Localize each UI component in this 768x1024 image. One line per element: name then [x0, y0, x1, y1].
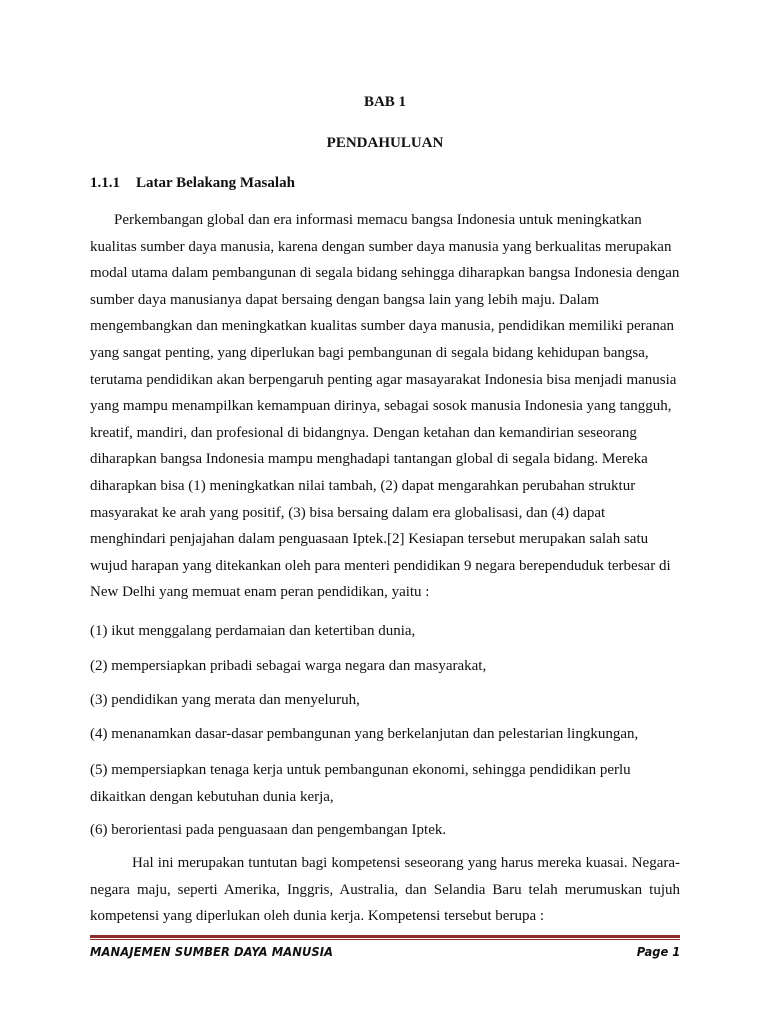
footer-title: MANAJEMEN SUMBER DAYA MANUSIA [90, 944, 334, 959]
role-item-6: (6) berorientasi pada penguasaan dan pengembangan Iptek. [90, 822, 447, 838]
role-item-5: (5) mempersiapkan tenaga kerja untuk pembangunan ekonomi, sehingga pendidikan perlu dikaitkan dengan kebutuhan dunia kerja, [90, 762, 631, 805]
section-title: Latar Belakang Masalah [136, 175, 295, 191]
chapter-title: PENDAHULUAN [326, 135, 444, 151]
role-item-3: (3) pendidikan yang merata dan menyeluruh, [90, 692, 360, 708]
closing-paragraph: Hal ini merupakan tuntutan bagi kompetensi seseorang yang harus mereka kuasai. Negara-negara maju, seperti Amerika, Inggris, Australia, dan Selandia Baru telah merumuskan tujuh kompetensi yang diperlukan oleh dunia kerja. Kompetensi tersebut berupa : [90, 855, 680, 925]
footer-page-number: Page 1 [636, 944, 680, 959]
intro-paragraph: Perkembangan global dan era informasi memacu bangsa Indonesia untuk meningkatkan kualitas sumber daya manusia, karena dengan sumber daya manusia yang berkualitas merupakan modal utama dalam pembangunan di segala bidang sehingga diharapkan bangsa Indonesia dengan sumber daya manusianya dapat bersaing dengan bangsa lain yang lebih maju. Dalam mengembangkan dan meningkatkan kualitas sumber daya manusia, pendidikan memiliki peranan yang sangat penting, yang diperlukan bagi pembangunan di segala bidang kehidupan bangsa, terutama pendidikan akan berpengaruh penting agar masayarakat Indonesia bisa menjadi manusia yang mampu menampilkan kemampuan dirinya, sebagai sosok manusia Indonesia yang tangguh, kreatif, mandiri, dan profesional di bidangnya. Dengan ketahan dan kemandirian seseorang diharapkan bangsa Indonesia mampu menghadapi tantangan global di segala bidang. Mereka diharapkan bisa (1) meningkatkan nilai tambah, (2) dapat mengarahkan perubahan struktur masyarakat ke arah yang positif, (3) bisa bersaing dalam era globalisasi, dan (4) dapat menghindari penjajahan dalam penguasaan Iptek.[2] Kesiapan tersebut merupakan salah satu wujud harapan yang ditekankan oleh para menteri pendidikan 9 negara berependuduk terbesar di New Delhi yang memuat enam peran pendidikan, yaitu : [90, 212, 680, 601]
role-item-1: (1) ikut menggalang perdamaian dan ketertiban dunia, [90, 623, 416, 639]
section-number: 1.1.1 [90, 175, 120, 191]
footer-rule-thin [90, 939, 680, 940]
role-item-2: (2) mempersiapkan pribadi sebagai warga negara dan masyarakat, [90, 658, 487, 674]
section-heading [90, 175, 295, 192]
footer-rule-thick [90, 935, 680, 938]
chapter-label: BAB 1 [363, 94, 407, 110]
role-item-4: (4) menanamkan dasar-dasar pembangunan yang berkelanjutan dan pelestarian lingkungan, [90, 726, 639, 742]
